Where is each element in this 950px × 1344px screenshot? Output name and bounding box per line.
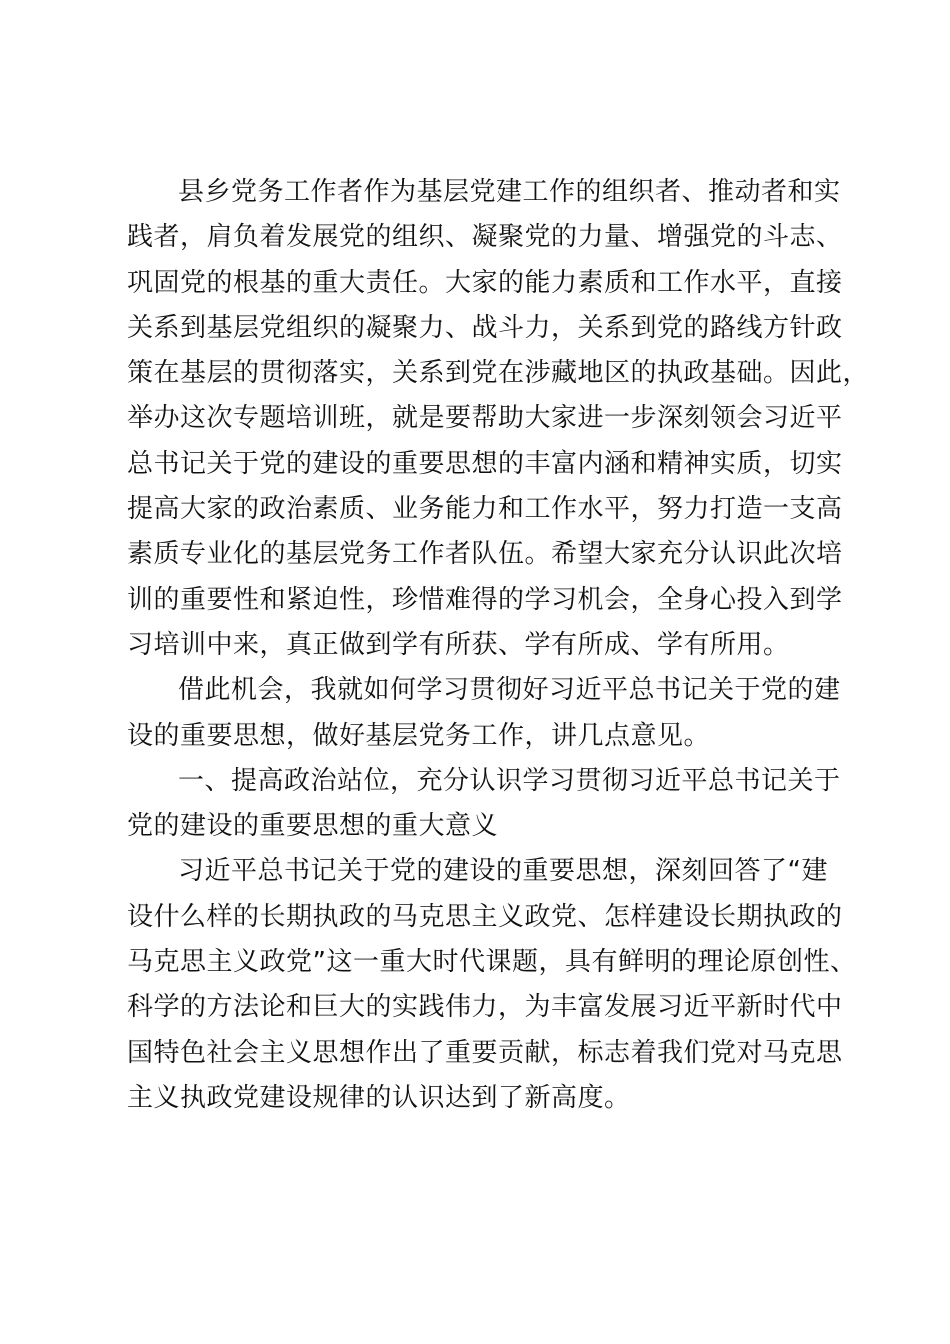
paragraph-line: 马克思主义政党”这一重大时代课题，具有鲜明的理论原创性、	[127, 947, 857, 978]
paragraph-1	[127, 170, 870, 668]
paragraph-line: 策在基层的贯彻落实，关系到党在涉藏地区的执政基础。因此，	[127, 358, 870, 389]
paragraph-2	[127, 668, 841, 759]
paragraph-line: 素质专业化的基层党务工作者队伍。希望大家充分认识此次培	[127, 539, 843, 570]
document-body	[127, 170, 870, 1121]
paragraph-line: 总书记关于党的建设的重要思想的丰富内涵和精神实质，切实	[127, 448, 843, 479]
paragraph-line: 践者，肩负着发展党的组织、凝聚党的力量、增强党的斗志、	[127, 222, 843, 253]
paragraph-line: 设的重要思想，做好基层党务工作，讲几点意见。	[127, 720, 711, 751]
paragraph-line: 巩固党的根基的重大责任。大家的能力素质和工作水平，直接	[127, 267, 843, 298]
paragraph-line: 主义执政党建设规律的认识达到了新高度。	[127, 1082, 631, 1113]
paragraph-line: 县乡党务工作者作为基层党建工作的组织者、推动者和实	[178, 177, 841, 207]
section-heading-1	[127, 759, 841, 850]
paragraph-line: 科学的方法论和巨大的实践伟力，为丰富发展习近平新时代中	[127, 992, 843, 1023]
paragraph-line: 训的重要性和紧迫性，珍惜难得的学习机会，全身心投入到学	[127, 584, 843, 615]
paragraph-line: 国特色社会主义思想作出了重要贡献，标志着我们党对马克思	[127, 1037, 843, 1068]
heading-line: 党的建设的重要思想的重大意义	[127, 811, 499, 842]
paragraph-line: 提高大家的政治素质、业务能力和工作水平，努力打造一支高	[127, 494, 843, 525]
heading-line: 一、提高政治站位，充分认识学习贯彻习近平总书记关于	[178, 765, 841, 796]
paragraph-line: 习培训中来，真正做到学有所获、学有所成、学有所用。	[127, 629, 790, 660]
paragraph-3	[127, 849, 857, 1121]
paragraph-line: 习近平总书记关于党的建设的重要思想，深刻回答了“建	[178, 856, 828, 887]
paragraph-line: 借此机会，我就如何学习贯彻好习近平总书记关于党的建	[178, 675, 841, 706]
paragraph-line: 关系到基层党组织的凝聚力、战斗力，关系到党的路线方针政	[127, 312, 843, 343]
paragraph-line: 举办这次专题培训班，就是要帮助大家进一步深刻领会习近平	[127, 403, 843, 434]
paragraph-line: 设什么样的长期执政的马克思主义政党、怎样建设长期执政的	[127, 901, 843, 932]
